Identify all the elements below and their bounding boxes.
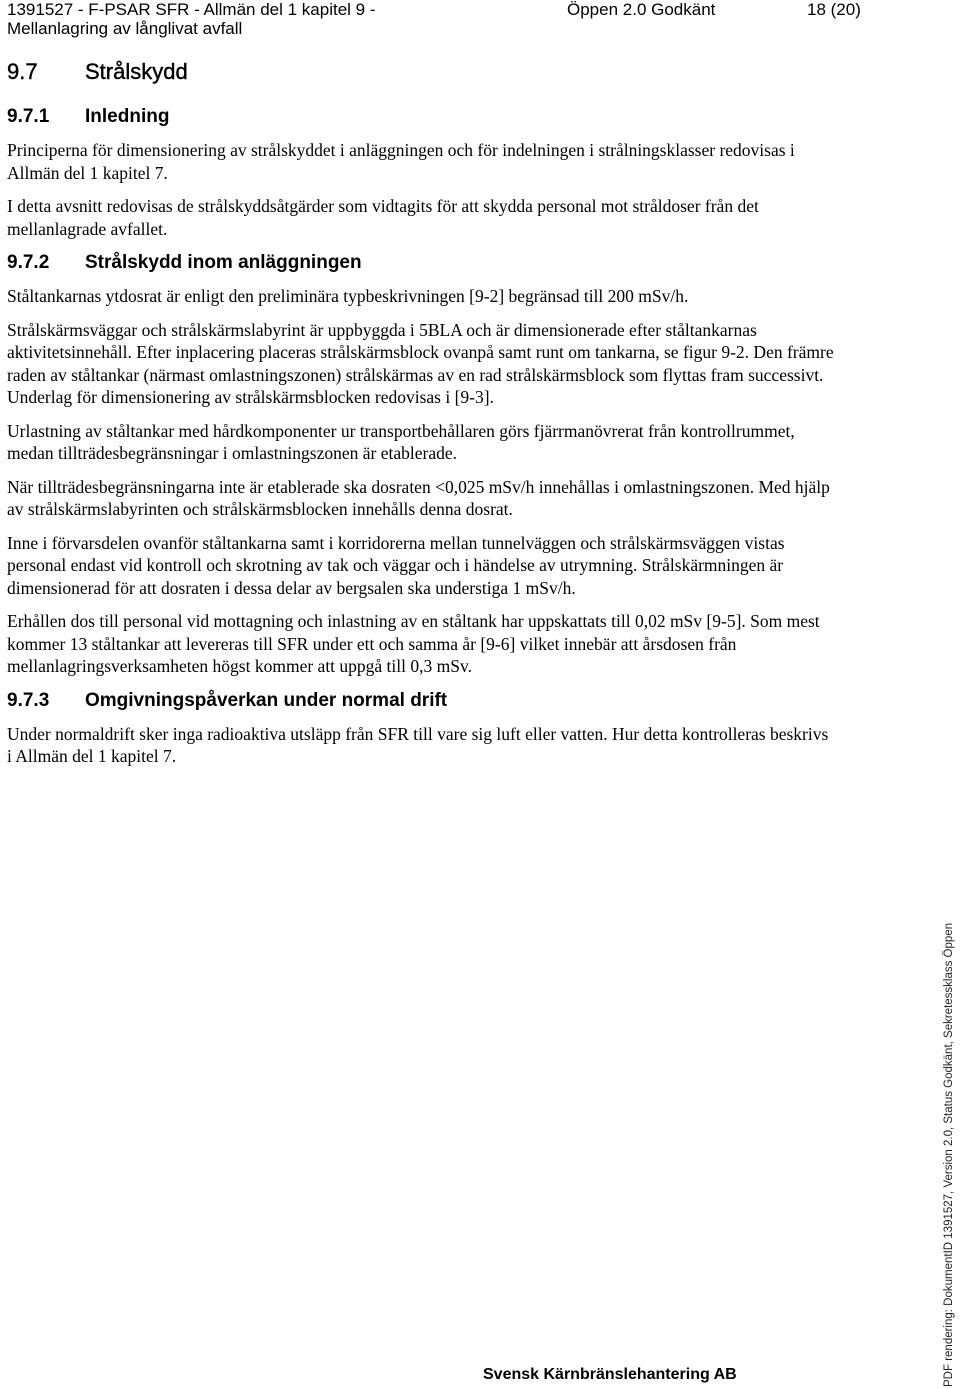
- paragraph: Strålskärmsväggar och strålskärmslabyrint är uppbyggda i 5BLA och är dimensionerade efter ståltankarnas aktivitetsinnehåll. Efter inplacering placeras strålskärmsblock ovanpå samt runt om tankarna, se figur 9-2. Den främre raden av ståltankar (närmast omlastningszonen) strålskärmas av en rad strålskärmsblock som flyttas fram successivt. Underlag för dimensionering av strålskärmsblocken redovisas i [9-3].: [7, 319, 834, 407]
- paragraph: Erhållen dos till personal vid mottagning och inlastning av en ståltank har uppskattats till 0,02 mSv [9-5]. Som mest kommer 13 ståltankar att levereras till SFR under ett och samma år [9-6] vilket innebär att årsdosen från mellanlagringsverksamheten högst kommer att uppgå till 0,3 mSv.: [7, 611, 820, 676]
- paragraph: När tillträdesbegränsningarna inte är etablerade ska dosraten <0,025 mSv/h innehållas i omlastningszonen. Med hjälp av strålskärmslabyrinten och strålskärmsblocken innehålls denna dosrat.: [7, 476, 830, 519]
- page-number: 18 (20): [807, 0, 861, 19]
- subsection-number: 9.7.1: [7, 106, 50, 127]
- paragraph: Inne i förvarsdelen ovanför ståltankarna samt i korridorerna mellan tunnelväggen och strålskärmsväggen vistas personal endast vid kontroll och skrotning av tak och väggar och i händelse av utrymning. Strålskärmningen är dimensionerad för att dosraten i dessa delar av bergsalen ska understiga 1 mSv/h.: [7, 532, 785, 598]
- section-heading: [7, 58, 837, 86]
- paragraph: Under normaldrift sker inga radioaktiva utsläpp från SFR till vare sig luft eller vatten. Hur detta kontrolleras beskrivs i Allmän del 1 kapitel 7.: [7, 723, 829, 766]
- page-header: [7, 0, 861, 40]
- section-number: 9.7: [7, 59, 38, 84]
- subsection-heading-stralskydd-inom-anlaggningen: [7, 251, 837, 275]
- subsection-heading-inledning: [7, 105, 837, 129]
- document-title-line-2: Mellanlagring av långlivat avfall: [7, 19, 243, 38]
- subsection-number: 9.7.3: [7, 689, 50, 711]
- subsection-title: Inledning: [85, 106, 170, 127]
- subsection-number: 9.7.2: [7, 252, 50, 273]
- footer-company-name: Svensk Kärnbränslehantering AB: [483, 1366, 737, 1383]
- document-body: [7, 58, 837, 779]
- paragraph: Ståltankarnas ytdosrat är enligt den preliminära typbeskrivningen [9-2] begränsad till 200 mSv/h.: [7, 286, 689, 306]
- paragraph: I detta avsnitt redovisas de strålskyddsåtgärder som vidtagits för att skydda personal mot stråldoser från det mellanlagrade avfallet.: [7, 196, 759, 239]
- document-title-line-1: 1391527 - F-PSAR SFR - Allmän del 1 kapitel 9 -: [7, 0, 376, 19]
- subsection-title: Omgivningspåverkan under normal drift: [85, 689, 448, 711]
- subsection-heading-omgivningspaverkan: [7, 689, 837, 713]
- paragraph: Principerna för dimensionering av strålskyddet i anläggningen och för indelningen i strålningsklasser redovisas i Allmän del 1 kapitel 7.: [7, 140, 795, 183]
- section-title: Strålskydd: [85, 59, 188, 84]
- pdf-rendering-info: PDF rendering: DokumentID 1391527, Version 2.0, Status Godkänt, Sekretessklass Öppen: [943, 922, 955, 1387]
- paragraph: Urlastning av ståltankar med hårdkomponenter ur transportbehållaren görs fjärrmanövrerat från kontrollrummet, medan tillträdesbegränsningar i omlastningszonen är etablerade.: [7, 420, 795, 463]
- document-status: Öppen 2.0 Godkänt: [567, 0, 716, 19]
- document-title: [7, 0, 427, 38]
- subsection-title: Strålskydd inom anläggningen: [85, 252, 362, 273]
